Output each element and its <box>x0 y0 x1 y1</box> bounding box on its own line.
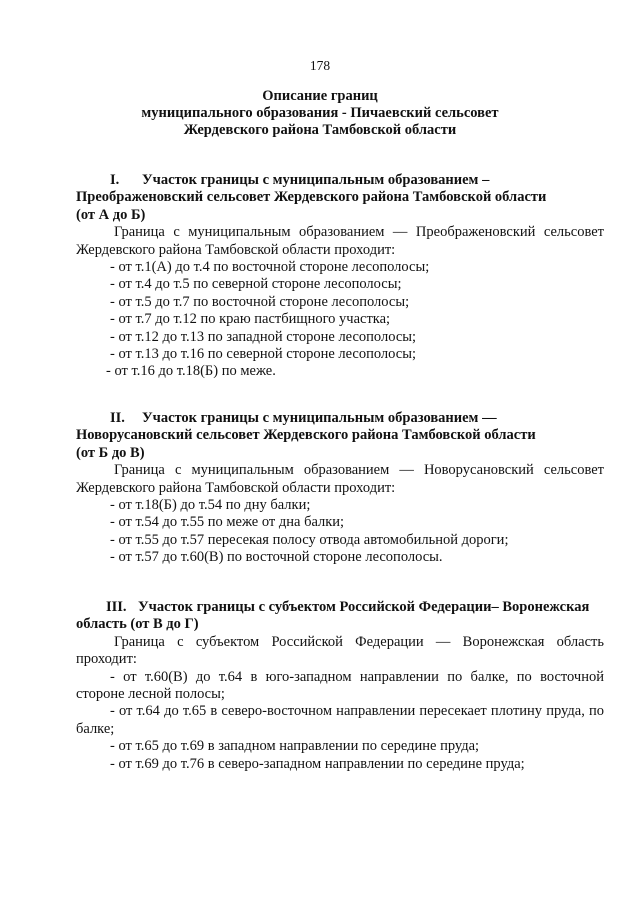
section-2-intro: Граница с муниципальным образованием — Новорусановский сельсовет Жердевского района Тамбовской области проходит: <box>76 462 604 496</box>
section-3-heading <box>76 599 604 634</box>
list-item: - от т.12 до т.13 по западной стороне лесополосы; <box>110 328 417 345</box>
section-2-number: II. <box>110 410 125 426</box>
section-1-number: I. <box>110 172 120 188</box>
section-2 <box>76 410 604 567</box>
list-item: - от т.69 до т.76 в северо-западном направлении по середине пруда; <box>110 755 525 772</box>
page-number: 178 <box>309 58 331 73</box>
section-3-list <box>76 669 604 773</box>
section-1-heading-line-2: Преображеновский сельсовет Жердевского района Тамбовской области <box>76 189 547 206</box>
list-item: - от т.57 до т.60(В) по восточной стороне лесополосы. <box>110 549 443 566</box>
title-line-3: Жердевского района Тамбовской области <box>183 122 457 138</box>
list-item: - от т.55 до т.57 пересекая полосу отвода автомобильной дороги; <box>110 531 509 548</box>
document-title <box>0 88 640 139</box>
section-1-intro: Граница с муниципальным образованием — Преображеновский сельсовет Жердевского района Тамбовской области проходит: <box>76 224 604 258</box>
list-item: - от т.65 до т.69 в западном направлении по середине пруда; <box>110 738 480 755</box>
title-line-2: муниципального образования - Пичаевский сельсовет <box>141 105 499 121</box>
section-1-list <box>76 259 604 381</box>
title-line-1: Описание границ <box>262 88 378 104</box>
section-1-heading <box>76 172 604 224</box>
section-2-list <box>76 497 604 567</box>
section-3-number: III. <box>106 599 127 615</box>
section-1-heading-line-3: (от А до Б) <box>76 206 146 223</box>
list-item: - от т.7 до т.12 по краю пастбищного участка; <box>110 311 391 328</box>
list-item: - от т.5 до т.7 по восточной стороне лесополосы; <box>110 293 410 310</box>
section-3-heading-line-1: Участок границы с субъектом Российской Федерации– Воронежская <box>138 599 590 615</box>
section-3-intro: Граница с субъектом Российской Федерации — Воронежская область проходит: <box>76 633 604 668</box>
section-2-heading <box>76 410 604 462</box>
list-item: - от т.60(В) до т.64 в юго-западном направлении по балке, по восточной стороне лесной полосы; <box>76 668 604 703</box>
list-item: - от т.18(Б) до т.54 по дну балки; <box>110 497 311 514</box>
list-item: - от т.13 до т.16 по северной стороне лесополосы; <box>110 346 416 363</box>
section-2-heading-line-1: Участок границы с муниципальным образованием — <box>142 410 497 426</box>
section-2-heading-line-2: Новорусановский сельсовет Жердевского района Тамбовской области <box>76 427 536 444</box>
list-item: - от т.4 до т.5 по северной стороне лесополосы; <box>110 276 402 293</box>
section-1 <box>76 172 604 381</box>
section-1-heading-line-1: Участок границы с муниципальным образованием – <box>142 172 490 188</box>
section-3-heading-line-2: область (от В до Г) <box>76 616 199 633</box>
section-3 <box>76 599 604 773</box>
list-item: - от т.64 до т.65 в северо-восточном направлении пересекает плотину пруда, по балке; <box>76 703 604 737</box>
list-item: - от т.54 до т.55 по меже от дна балки; <box>110 514 345 531</box>
section-2-heading-line-3: (от Б до В) <box>76 444 145 461</box>
list-item: - от т.1(А) до т.4 по восточной стороне лесополосы; <box>110 259 430 276</box>
list-item: - от т.16 до т.18(Б) по меже. <box>106 363 276 380</box>
